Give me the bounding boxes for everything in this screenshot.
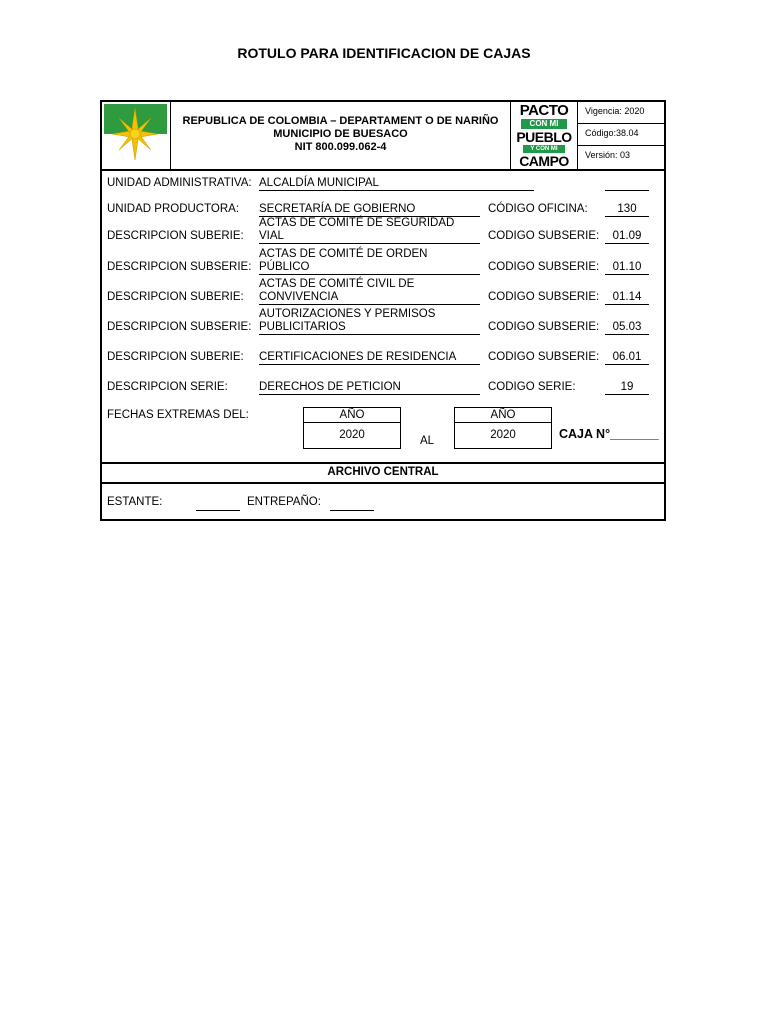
version-text: Versión: 03 xyxy=(585,150,631,160)
row-code-subserie-3: 01.14 xyxy=(605,291,649,305)
caja-number-label: CAJA N°_______ xyxy=(559,427,659,441)
header-divider-title xyxy=(510,101,511,169)
row-label-subserie-5: DESCRIPCION SUBERIE: xyxy=(107,351,244,363)
row-code-oficina: 130 xyxy=(605,203,649,217)
estante-blank xyxy=(196,496,240,511)
row-value-subserie-3: ACTAS DE COMITÉ CIVIL DE CONVIVENCIA xyxy=(259,278,480,305)
fechas-label: FECHAS EXTREMAS DEL: xyxy=(107,409,249,421)
row-code-serie: 19 xyxy=(605,381,649,395)
row-code-subserie-5: 06.01 xyxy=(605,351,649,365)
row-value-subserie-4: AUTORIZACIONES Y PERMISOS PUBLICITARIOS xyxy=(259,308,480,335)
header-title-block xyxy=(172,115,509,154)
entrepano-label: ENTREPAÑO: xyxy=(247,496,321,508)
row-code-subserie-1: 01.09 xyxy=(605,230,649,244)
header-bottom-line xyxy=(100,169,666,171)
row-code-label-subserie-2: CODIGO SUBSERIE: xyxy=(488,261,600,273)
row-label-subserie-1: DESCRIPCION SUBERIE: xyxy=(107,230,244,242)
row-label-subserie-3: DESCRIPCION SUBERIE: xyxy=(107,291,244,303)
archivo-top-line xyxy=(100,462,666,464)
narino-flag-logo xyxy=(104,104,167,164)
unidad-admin-label: UNIDAD ADMINISTRATIVA: xyxy=(107,177,252,189)
header-divider-logo xyxy=(170,101,171,169)
row-value-unidad-productora: SECRETARÍA DE GOBIERNO xyxy=(259,203,480,217)
row-label-subserie-4: DESCRIPCION SUBSERIE: xyxy=(107,321,252,333)
row-code-label-subserie-4: CODIGO SUBSERIE: xyxy=(488,321,600,333)
row-value-subserie-2: ACTAS DE COMITÉ DE ORDEN PÚBLICO xyxy=(259,248,480,275)
row-label-serie: DESCRIPCION SERIE: xyxy=(107,381,228,393)
start-year-header: AÑO xyxy=(303,407,401,423)
logo-band-conmi: CON MI xyxy=(521,119,567,129)
row-code-subserie-4: 05.03 xyxy=(605,321,649,335)
unidad-admin-value: ALCALDÍA MUNICIPAL xyxy=(259,177,534,191)
row-label-subserie-2: DESCRIPCION SUBSERIE: xyxy=(107,261,252,273)
archivo-bottom-line xyxy=(100,482,666,484)
estante-label: ESTANTE: xyxy=(107,496,163,508)
page-title: ROTULO PARA IDENTIFICACION DE CAJAS xyxy=(237,45,531,61)
row-code-label-subserie-5: CODIGO SUBSERIE: xyxy=(488,351,600,363)
meta-divider-2 xyxy=(578,145,666,146)
header-entity: REPUBLICA DE COLOMBIA – DEPARTAMENT O DE NARIÑO xyxy=(182,115,499,127)
row-value-subserie-5: CERTIFICACIONES DE RESIDENCIA xyxy=(259,351,480,365)
end-year-value: 2020 xyxy=(454,422,552,449)
logo-text-pacto: PACTO xyxy=(519,102,569,119)
row-value-serie: DERECHOS DE PETICION xyxy=(259,381,480,395)
row-code-label-oficina: CÓDIGO OFICINA: xyxy=(488,203,588,215)
unidad-admin-code-blank xyxy=(605,177,649,191)
logo-band-yconmi: Y CON MI xyxy=(523,145,565,153)
end-year-header: AÑO xyxy=(454,407,552,423)
header-nit: NIT 800.099.062-4 xyxy=(294,141,387,153)
meta-divider-1 xyxy=(578,123,666,124)
start-year-value: 2020 xyxy=(303,422,401,449)
row-code-label-subserie-3: CODIGO SUBSERIE: xyxy=(488,291,600,303)
row-value-subserie-1: ACTAS DE COMITÉ DE SEGURIDAD VIAL xyxy=(259,217,480,244)
vigencia-text: Vigencia: 2020 xyxy=(585,106,645,116)
header-municipality: MUNICIPIO DE BUESACO xyxy=(273,128,408,140)
pacto-campo-logo xyxy=(513,103,575,167)
archivo-central-heading: ARCHIVO CENTRAL xyxy=(327,466,439,478)
logo-text-pueblo: PUEBLO xyxy=(516,129,572,145)
row-code-subserie-2: 01.10 xyxy=(605,261,649,275)
row-code-label-serie: CODIGO SERIE: xyxy=(488,381,576,393)
row-code-label-subserie-1: CODIGO SUBSERIE: xyxy=(488,230,600,242)
entrepano-blank xyxy=(330,496,374,511)
header-divider-pacto xyxy=(577,101,578,169)
al-label: AL xyxy=(420,435,435,447)
logo-text-campo: CAMPO xyxy=(519,153,569,169)
row-label-unidad-productora: UNIDAD PRODUCTORA: xyxy=(107,203,240,215)
codigo-text: Código:38.04 xyxy=(585,128,639,138)
